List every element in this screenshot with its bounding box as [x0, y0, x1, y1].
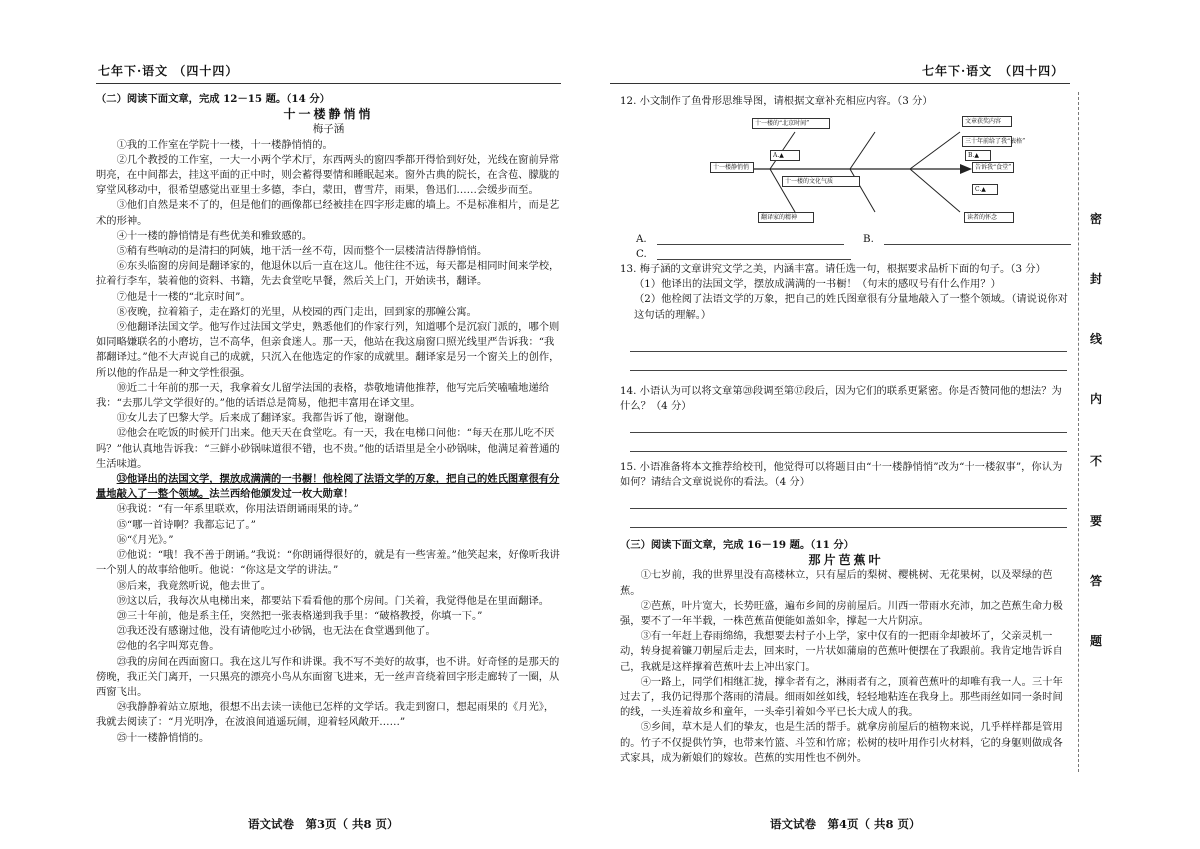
seal-char: 内: [1090, 392, 1103, 406]
paragraph: ㉓我的房间在西面窗口。我在这儿写作和讲课。我不写不美好的故事，也不讲。好奇怪的是那天的傍晚，我正关门离开，一只黑亮的漂亮小鸟从东面窗飞进来，无一丝声音绕着回字形走廊转了一圈，从西窗飞出。: [96, 655, 560, 698]
paragraph: ④一路上，同学们相继汇拢，撑伞者有之，淋雨者有之，顶着芭蕉叶的却唯有我一人。三十年过去了，我仍记得那个落雨的清晨。细雨如丝如线，轻轻地粘连在我身上。那些雨丝如同一条时间的线，一头连着故乡和童年，一头牵引着如今平已长大成人的我。: [620, 675, 1063, 719]
answer-label-c: C.: [636, 248, 647, 261]
paragraph: ④十一楼的静悄情是有些优美和雅致感的。: [116, 229, 313, 242]
seal-char: 不: [1090, 454, 1103, 468]
right-header: 七年下·语文 （四十四）: [922, 64, 1065, 78]
paragraph: ⑮“哪一首诗啊？我都忘记了。”: [116, 518, 256, 531]
question-13-block: [620, 262, 1072, 371]
left-page: [0, 0, 598, 849]
answer-line[interactable]: [630, 352, 1067, 371]
diagram-box: 十一楼的“北京时间”: [752, 118, 830, 129]
paragraph: ②几个教授的工作室，一大一小两个学术厅，东西两头的窗四季都开得恰到好处，光线在窗前异常明亮，在中间都去，挂这平面的正中时，则会蓄得要情和睡眠起来。窗外古典的院长，在含苞、朦胧的穿堂风移动中，很希望感觉出亚里士多德，李白，蒙田，曹雪芹，雨果，鲁迅们……会缓步而至。: [96, 153, 560, 197]
article2-title: 那片芭蕉叶: [808, 553, 884, 568]
diagram-box: 三十年前给了我“表格”: [962, 136, 1012, 147]
answer-line-b[interactable]: [884, 232, 1071, 245]
left-header: 七年下·语文 （四十四）: [98, 64, 239, 78]
paragraph: ㉒他的名字叫郑克鲁。: [116, 640, 220, 653]
paragraph-tail: 法兰西给他颁发过一枚大勋章！: [209, 488, 354, 501]
paragraph: ③他们自然是来不了的，但是他们的画像都已经被挂在四字形走廊的墙上。不是标准相片，而是艺术的形神。: [96, 199, 560, 227]
question-14-block: [620, 384, 1072, 452]
question-13-2: （2）他栓阅了法语文学的万象，把自己的姓氏图章很有分量地敲入了一整个领域。（请说说你对这句话的理解。）: [634, 293, 1068, 321]
paragraph: ⑪女儿去了巴黎大学。后来成了翻译家。我都告诉了他，谢谢他。: [116, 412, 416, 425]
paragraph: ㉕十一楼静悄悄的。: [116, 731, 210, 744]
answer-label-b: B.: [863, 233, 874, 245]
seal-char: 密: [1090, 212, 1103, 226]
diagram-box: 文章获奖内容: [962, 116, 1012, 127]
section2-title: （二）阅读下面文章，完成 12－15 题。（14 分）: [96, 93, 330, 105]
paragraph: ⑲这以后，我每次从电梯出来，都要站下看看他的那个房间。门关着，我觉得他是在里面翻译。: [116, 594, 550, 607]
fishbone-diagram: [710, 112, 1026, 230]
seal-char: 答: [1090, 574, 1103, 588]
paragraph: ①七岁前，我的世界里没有高楼林立，只有屋后的梨树、樱桃树、无花果树，以及翠绿的芭蕉。: [620, 569, 1053, 597]
paragraph: ⑥东头临窗的房间是翻译家的，他退休以后一直在这儿。他往往不远，每天都是相同时间来学校，拉着行李车，装着他的资料、书籍，先去食堂吃早餐，然后关上门，开始读书，翻译。: [96, 260, 560, 288]
question-14: 14. 小语认为可以将文章第⑳段调至第⑰段后，因为它们的联系更紧密。你是否赞同他的想法？为什么？（4 分）: [620, 385, 1062, 413]
paragraph: ⑧夜晚，拉着箱子，走在路灯的光里，从校园的西门走出，回到家的那幢公寓。: [116, 305, 477, 318]
diagram-box: 十一楼的文化气质: [782, 176, 860, 187]
q12-answer-lines: [636, 232, 1076, 262]
diagram-box: 读者的怀念: [964, 212, 1014, 223]
paragraph: ⑦他是十一楼的“北京时间”。: [116, 290, 251, 303]
question-15: 15. 小语准备将本文推荐给校刊，他觉得可以将题目由“十一楼静悄悄”改为“十一楼叙事”，你认为如何？请结合文章说说你的看法。（4 分）: [620, 461, 1063, 489]
diagram-box: 翻译家的精神: [758, 212, 814, 223]
underlined-sentence: ⑬他译出的法国文学，摆放成满满的一书橱！他栓阅了法语文学的万象，把自己的姓氏图章很有分量地敲入了一整个领域。: [96, 473, 560, 501]
diagram-box-a: A.▲: [770, 150, 800, 161]
paragraph: ⑤稍有些响动的是清扫的阿姨，地干活一丝不苟，因而整个一层楼清洁得静悄悄。: [116, 245, 488, 258]
left-footer: 语文试卷 第3页（ 共8 页）: [248, 817, 399, 831]
answer-line-a[interactable]: [657, 232, 844, 245]
answer-line[interactable]: [630, 333, 1067, 352]
question-13: 13. 梅子涵的文章讲究文学之美，内涵丰富。请任选一句，根据要求品析下面的句子。（3 分）: [620, 263, 1046, 275]
question-12: 12. 小文制作了鱼骨形思维导图，请根据文章补充相应内容。（3 分）: [620, 95, 933, 107]
paragraph: ⑯“《月光》。”: [116, 533, 174, 546]
paragraph: ㉑我还没有感谢过他，没有请他吃过小砂锅，也无法在食堂遇到他了。: [116, 625, 436, 638]
right-header-rule: [610, 83, 1070, 84]
paragraph: ①我的工作室在学院十一楼，十一楼静悄悄的。: [116, 138, 333, 151]
seal-char: 封: [1090, 272, 1103, 286]
diagram-box-b: B.▲: [965, 150, 991, 161]
question-13-1: （1）他译出的法国文学，摆放成满满的一书橱！（句末的感叹号有什么作用？）: [634, 278, 1001, 291]
answer-label-a: A.: [636, 233, 647, 245]
article-author: 梅子涵: [312, 123, 345, 136]
answer-line-c[interactable]: [657, 247, 851, 260]
article-title: 十一楼静悄悄: [283, 107, 374, 122]
right-column-top: [620, 94, 1072, 109]
seal-line: [1078, 92, 1119, 772]
paragraph: ⑳三十年前，他是系主任，突然把一张表格递到我手里：“破格教授，你填一下。”: [116, 609, 483, 622]
paragraph: [96, 472, 561, 502]
question-15-block: [620, 460, 1072, 528]
answer-line[interactable]: [630, 490, 1067, 509]
paragraph: ⑫他会在吃饭的时候开门出来。他天天在食堂吃。有一天，我在电梯口问他：“每天在那儿吃不厌吗？”他认真地告诉我：“三鲜小砂锅味道很不错，也不贵。”他的话语里是全小砂锅味，他满足着普通的生活味道。: [96, 427, 560, 470]
section3-block: [620, 538, 1072, 766]
paragraph: ⑩近二十年前的那一天，我拿着女儿留学法国的表格，恭敬地请他推荐，他写完后笑嗑嗑地递给我：“去那儿学文学很好的。”他的话语总是简易，他把丰富用在译文里。: [96, 381, 550, 410]
paragraph: ⑱后来，我竟然听说，他去世了。: [116, 579, 272, 592]
paragraph: ③有一年赶上春雨绵绵，我想要去村子小上学，家中仅有的一把雨伞却被坏了，父亲灵机一动，转身捉着镰刀朝屋后走去，回来时，一片状如蒲扇的芭蕉叶便摆在了我跟前。我肯定地告诉自己，我就是这样撑着芭蕉叶去上冲出家门。: [620, 630, 1063, 673]
section3-title: （三）阅读下面文章，完成 16－19 题。（11 分）: [620, 539, 854, 551]
answer-line[interactable]: [630, 433, 1067, 452]
seal-char: 线: [1090, 332, 1103, 346]
answer-line[interactable]: [630, 414, 1067, 433]
seal-char: 题: [1090, 634, 1103, 648]
seal-char: 要: [1090, 514, 1103, 528]
paragraph: ⑨他翻译法国文学。他写作过法国文学史，熟悉他们的作家行列，知道哪个是沉寂门派的，哪个则如同略嫌联名的小磨坊，岂不高华，但亲食迷人。那一天，他站在我这扇窗口照光线里严告诉我：“我都翻译过。”他不大声说自己的成就，只沉入在他选定的作家的成就里。翻译家是另一个窗关上的创作，所以他的作品是一种文学性很强。: [96, 321, 560, 379]
paragraph: ⑰他说：“哦！我不善于朗诵。”我说：“你朗诵得很好的，就是有一些害羞。”他笑起来，好像听我讲一个别人的故事给他听。他说：“你这是文学的讲法。”: [96, 549, 560, 577]
diagram-box-c: C.▲: [972, 184, 998, 195]
answer-line[interactable]: [630, 509, 1067, 528]
paragraph: ⑭我说：“有一年系里联欢，你用法语朗诵雨果的诗。”: [116, 503, 359, 516]
paragraph: ⑤乡间，草木是人们的挚友，也是生活的帮手。就拿房前屋后的植物来说，几乎样样都是管用的。竹子不仅提供竹笋，也带来竹篮、斗笠和竹席；松树的枝叶用作引火材料，它的身躯则做成各式家具，成为新娘们的嫁妆。芭蕉的实用性也不例外。: [620, 721, 1063, 764]
left-header-rule: [96, 83, 561, 84]
left-column: [96, 92, 561, 746]
diagram-spine-box: 十一楼静悄悄: [710, 162, 754, 173]
diagram-box: 告诉我“食堂”: [972, 162, 1014, 173]
paragraph: ㉔我静静着站立原地，很想不出去读一读他已怎样的文学话。我走到窗口，想起雨果的《月光》，我就去阅读了：“月光明净，在波浪间逍遥玩闹，迎着轻风敞开……”: [96, 701, 555, 729]
paragraph: ②芭蕉，叶片宽大，长势旺盛，遍布乡间的房前屋后。川西一带雨水充沛，加之芭蕉生命力极强，要不了一年半载，一株芭蕉苗便能如盖如伞，撑起一大片阴凉。: [620, 599, 1063, 628]
right-footer: 语文试卷 第4页（ 共8 页）: [770, 817, 921, 831]
